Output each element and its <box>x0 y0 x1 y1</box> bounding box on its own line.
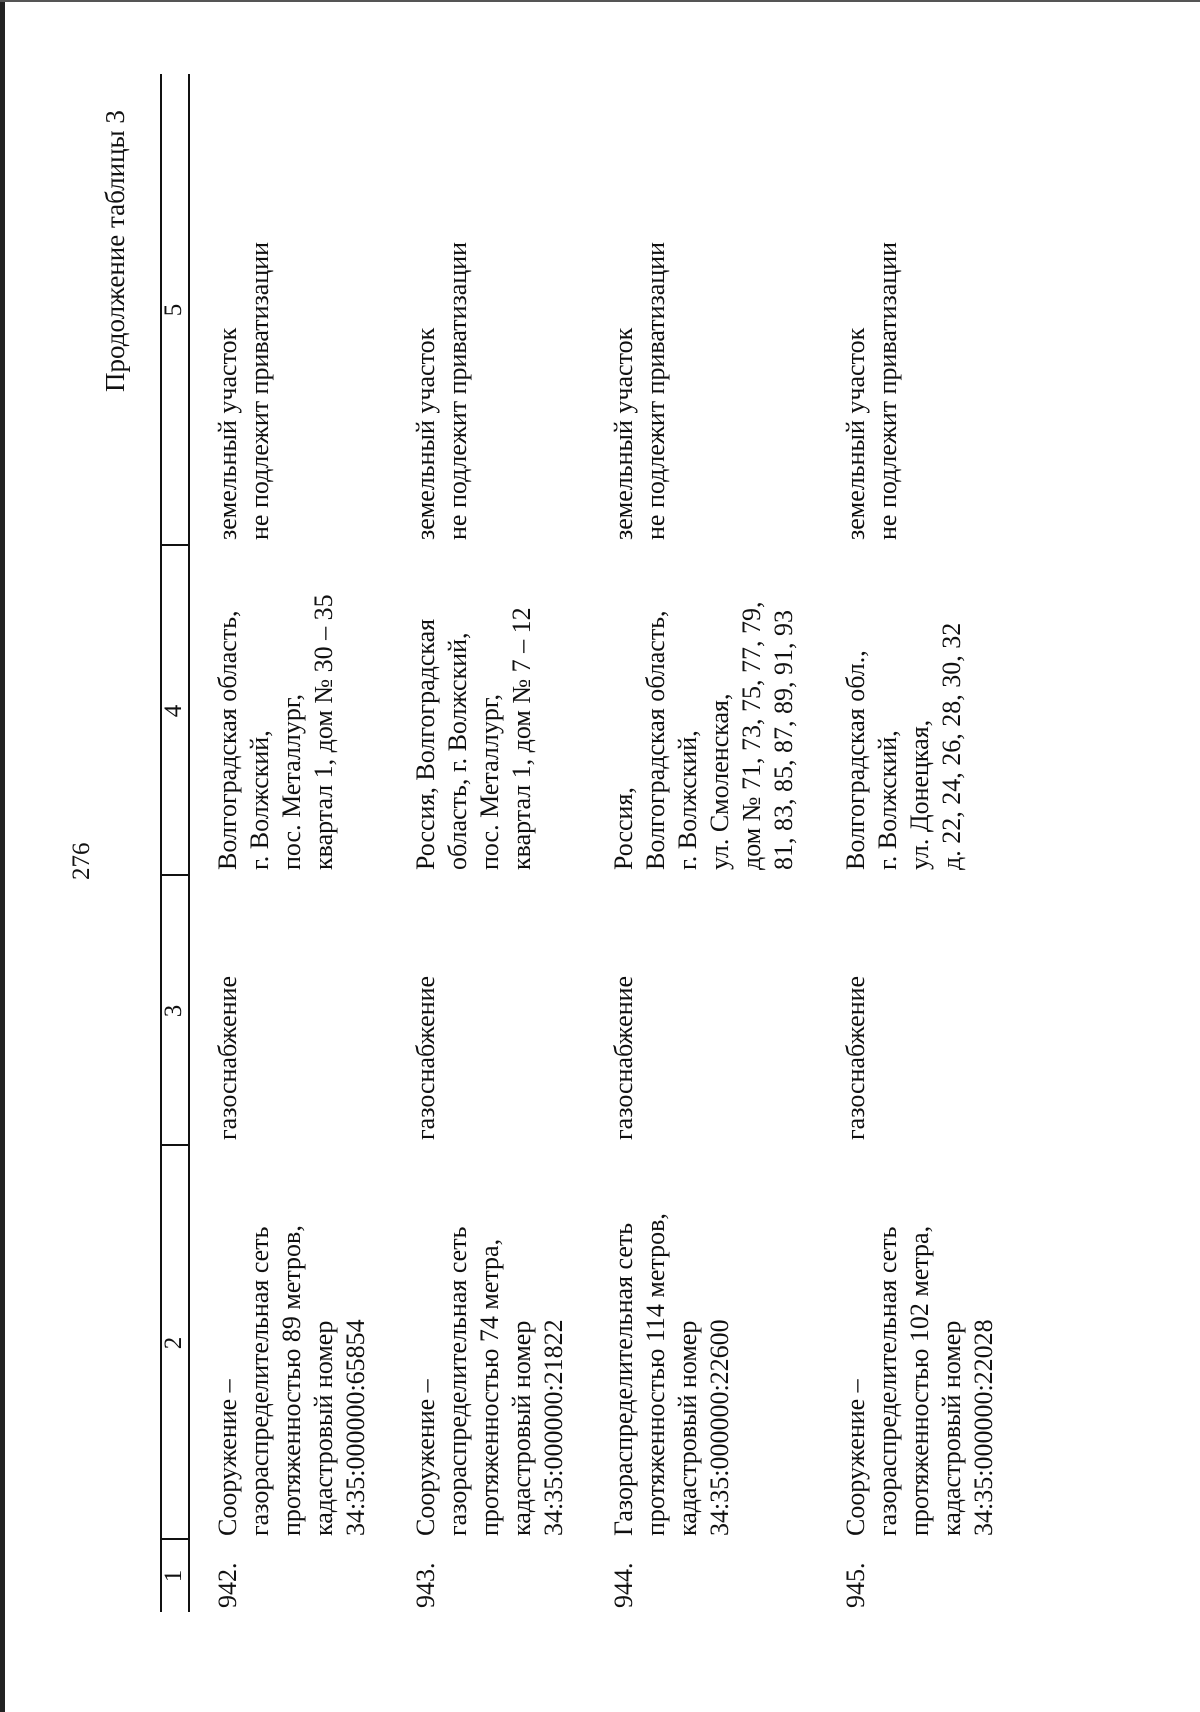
address <box>410 607 538 870</box>
address <box>608 602 800 871</box>
address-line: г. Волжский, <box>873 730 902 870</box>
object-line: Сооружение – <box>411 1379 440 1536</box>
note <box>212 242 276 540</box>
address <box>840 623 968 870</box>
purpose: газоснабжение <box>841 975 870 1140</box>
address-line: ул. Смоленская, <box>705 693 734 870</box>
column-number-4: 4 <box>160 704 187 718</box>
address-line: ул. Донецкая, <box>905 719 934 870</box>
row-number: 944. <box>609 1562 638 1608</box>
note-line: не подлежит приватизации <box>443 241 472 540</box>
note <box>410 242 474 540</box>
continuation-label: Продолжение таблицы 3 <box>100 110 130 392</box>
object-line: 34:35:000000:21822 <box>539 1319 568 1536</box>
note <box>608 242 672 540</box>
object-description <box>608 1213 736 1536</box>
address-line: д. 22, 24, 26, 28, 30, 32 <box>937 622 966 870</box>
column-number-2: 2 <box>160 1336 187 1350</box>
address-line: Россия, <box>609 787 638 870</box>
note-line: земельный участок <box>841 327 870 540</box>
address-line: Волгоградская обл., <box>841 650 870 870</box>
address-line: пос. Металлург, <box>277 693 306 870</box>
purpose: газоснабжение <box>411 975 440 1140</box>
address-line: г. Волжский, <box>245 730 274 870</box>
note-line: не подлежит приватизации <box>873 241 902 540</box>
object-line: 34:35:000000:65854 <box>341 1319 370 1536</box>
row-number: 943. <box>411 1562 440 1608</box>
object-description <box>212 1225 372 1536</box>
note-line: не подлежит приватизации <box>245 241 274 540</box>
object-line: газораспределительная сеть <box>245 1226 274 1536</box>
address-line: Россия, Волгоградская <box>411 618 440 870</box>
address-line: Волгоградская область, <box>641 610 670 870</box>
address-line: квартал 1, дом № 7 – 12 <box>507 607 536 870</box>
object-line: протяженностью 102 метра, <box>905 1225 934 1536</box>
header-bottom-rule <box>188 74 190 1612</box>
object-line: кадастровый номер <box>937 1320 966 1536</box>
registry-table <box>160 74 1180 1612</box>
address-line: 81, 83, 85, 87, 89, 91, 93 <box>769 610 798 870</box>
object-line: Сооружение – <box>213 1379 242 1536</box>
object-line: протяженностью 74 метра, <box>475 1238 504 1536</box>
object-line: 34:35:000000:22600 <box>705 1319 734 1536</box>
object-line: газораспределительная сеть <box>873 1226 902 1536</box>
object-line: кадастровый номер <box>507 1320 536 1536</box>
note-line: земельный участок <box>213 327 242 540</box>
object-line: Сооружение – <box>841 1379 870 1536</box>
purpose: газоснабжение <box>609 975 638 1140</box>
column-number-5: 5 <box>160 303 187 317</box>
column-number-3: 3 <box>160 1004 187 1018</box>
object-description <box>840 1226 1000 1536</box>
address-line: Волгоградская область, <box>213 610 242 870</box>
note-line: не подлежит приватизации <box>641 241 670 540</box>
object-description <box>410 1227 570 1536</box>
object-line: Газораспределительная сеть <box>609 1222 638 1536</box>
note-line: земельный участок <box>411 327 440 540</box>
object-line: кадастровый номер <box>673 1320 702 1536</box>
column-number-1: 1 <box>160 1569 187 1583</box>
address-line: пос. Металлург, <box>475 693 504 870</box>
purpose: газоснабжение <box>213 975 242 1140</box>
address-line: г. Волжский, <box>673 730 702 870</box>
object-line: кадастровый номер <box>309 1320 338 1536</box>
object-line: протяженностью 114 метров, <box>641 1213 670 1536</box>
row-number: 942. <box>213 1562 242 1608</box>
note <box>840 242 904 540</box>
note-line: земельный участок <box>609 327 638 540</box>
page-number: 276 <box>68 842 95 880</box>
address <box>212 594 340 870</box>
row-number: 945. <box>841 1562 870 1608</box>
address-line: квартал 1, дом № 30 – 35 <box>309 594 338 870</box>
object-line: протяженностью 89 метров, <box>277 1225 306 1536</box>
address-line: дом № 71, 73, 75, 77, 79, <box>737 601 766 870</box>
object-line: 34:35:000000:22028 <box>969 1319 998 1536</box>
address-line: область, г. Волжский, <box>443 632 472 870</box>
object-line: газораспределительная сеть <box>443 1226 472 1536</box>
